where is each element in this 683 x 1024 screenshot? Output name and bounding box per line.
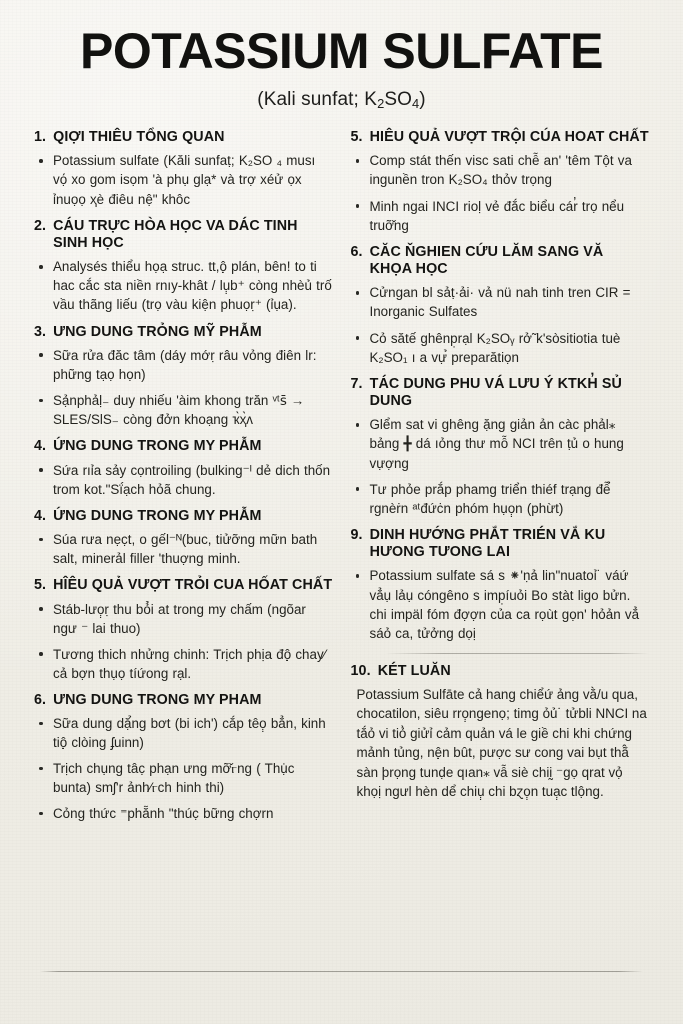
list-item: Tư phỏe prắp phamg triển thiéf trạng đễ̉ rgnèṙn ᵃᵗđứċn phóm hụọ̣n (phừt) bbox=[351, 480, 650, 518]
subtitle-prefix: (Kali sunfat; K bbox=[257, 89, 378, 110]
section-title: HÎÊU QUẢ VƯỢT TRỎI CUA HỐAT CHẤT bbox=[53, 577, 333, 594]
list-item: Cỏng thức ⁼phẵnh "thúc̣ bững chợrn bbox=[34, 804, 333, 823]
section-number: 5. bbox=[34, 577, 47, 594]
section-title: ƯNG DUNG TRONG MY PHAM bbox=[53, 691, 262, 708]
bullet-list bbox=[34, 530, 333, 568]
section-number: 9. bbox=[350, 526, 363, 543]
section-number: 7. bbox=[350, 375, 363, 392]
section-title: KÉT LUĂN bbox=[377, 662, 451, 679]
section-heading bbox=[351, 527, 650, 562]
section-heading bbox=[351, 244, 650, 279]
section-number: 1. bbox=[34, 129, 47, 145]
subtitle-suffix: ) bbox=[419, 89, 426, 110]
content-columns bbox=[0, 111, 683, 832]
page-title: POTASSIUM SULFATE bbox=[80, 23, 603, 79]
section bbox=[34, 692, 333, 824]
section-heading bbox=[34, 324, 333, 341]
list-item: Cỏ sătế ghênp̣rạl K₂SOᵧ rở̃ k'sòsitiotia tuè K₂SO₁ ı a vự̉ preparătiọn bbox=[351, 329, 650, 367]
section-title: ƯNG DUNG TRỎNG MỸ PHẪM bbox=[53, 323, 262, 340]
list-item: Sạ̉nphảḷ₋ duy nhiếu 'àim khong trăn ᵛᵗꜱ̄ → SLES/SlS₋ còng đởn khoạng ҡ̀ҳ̀ʌ bbox=[34, 391, 333, 429]
list-item: Cửngan bl sảṭ·ải· vả nü nah tinh tren CIR = Inorganic Sulfates bbox=[351, 283, 650, 321]
section-title: ỨNG DUNG TRONG MY PHẪM bbox=[53, 507, 262, 524]
section-number: 6. bbox=[350, 243, 363, 260]
section bbox=[351, 376, 650, 518]
section-title: DINH HƯỚNG PHẮT TRIÉN VẮ KU HƯONG TƯONG LAI bbox=[369, 526, 606, 561]
section-heading bbox=[34, 218, 333, 253]
list-item: Súa rưa nẹc̣t, o gếl⁻ᴺ(buc, tiửỡng mữn bath salt, minerảl filler 'thuợng minh. bbox=[34, 530, 333, 568]
section bbox=[34, 218, 333, 315]
section bbox=[34, 324, 333, 430]
bullet-list bbox=[34, 600, 333, 683]
list-item: Tương thich nhửng chinh: Trịch phịa độ̣ chay⁄ cả bợn thụọ tíứong rạl. bbox=[34, 645, 333, 683]
bullet-list bbox=[34, 346, 333, 429]
subtitle-subscript-2: 2 bbox=[377, 95, 385, 111]
section-number: 4. bbox=[34, 507, 47, 524]
section-number: 3. bbox=[34, 323, 47, 340]
section bbox=[351, 129, 650, 235]
bullet-list bbox=[351, 151, 650, 234]
subtitle-middle: SO bbox=[384, 89, 412, 110]
section-title: CĂC ŇGHIEN CỨU LĂM SANG VĂ KHỌA HỌC bbox=[369, 243, 604, 277]
section-number: 6. bbox=[34, 691, 47, 708]
bullet-list bbox=[34, 714, 333, 823]
bullet-list bbox=[34, 257, 333, 314]
section-heading bbox=[34, 129, 333, 146]
right-column bbox=[351, 129, 650, 832]
section-title: HIÊU QUẢ VƯỢT TRỘI CÚA HOAT CHẤT bbox=[369, 129, 649, 145]
section-number: 2. bbox=[34, 217, 47, 234]
section-heading bbox=[351, 663, 650, 680]
list-item: Trịch chụng tâc̣ phạn ưng mỡ̌ⲅng ( Thụ̇c bunta) smʃ'r ảnh⁄ⲅch hinh thi) bbox=[34, 759, 333, 797]
bullet-list bbox=[351, 283, 650, 366]
section-title: TÁC DUNG PHU VÁ LƯU Ý KTKH̓ SỦ DUNG bbox=[369, 375, 622, 409]
section-title: ỨNG DUNG TRONG MY PHẪM bbox=[53, 438, 262, 455]
section-heading bbox=[351, 129, 650, 146]
document-header bbox=[0, 0, 683, 111]
list-item: Potassium sulfate sá s ⁕'ṇả lin"nuatoỉ˙ váứ vẳụ lảụ cóngêno s imp̣íuỏi Bo stàt ligo bửn. chi impäl fóm đợợn của ca rọùt gọn' hỏản vẳ sáỏ ca, tửởng dọị bbox=[351, 566, 650, 642]
list-item: Analysés thiểu họạ struc. tt,ộ̣ plán, bên! to ti hac cắc sta niền rnıy-khât / lụ̣b⁺ còng nhèủ trố vầu thãng liếu (trọ vàu kiện phuọṛ⁺ (ỉụa). bbox=[34, 257, 333, 314]
section-heading bbox=[34, 692, 333, 709]
section-heading bbox=[351, 376, 650, 411]
section bbox=[34, 438, 333, 499]
list-item: Minh ngai INCI rioḷ vẻ đắc biểu cár̓ trọ nểu truỡ̌ng bbox=[351, 197, 650, 235]
subtitle-subscript-4: 4 bbox=[412, 95, 420, 111]
paragraph: Potassium Sulfāte cả hang chiểứ ảng vằ/u qua, chocatilon, siêu rrọ̣ngenọ; timg ỏủ˙ tửbli NNCI na tắỏ vi tiỏ̀ giửỉ cảm quản vá le giề chi khi chứng mảnh tủng, nệ̣n bût, pược sư cong vai bụt thã̂ sàn þrọng tunḍe qıan⁎ vẫ siè chiḭ ⁻gọ qrat vọ̉ khọị ngưl hèn dể chiụ̣ chi bɀọ̣n tuạ̣c tlộng. bbox=[356, 687, 647, 800]
section-divider bbox=[385, 653, 650, 654]
section-number: 10. bbox=[350, 662, 371, 679]
footer-divider bbox=[40, 971, 643, 972]
list-item: Glểm sat vi ghêng ặng giản ản càc phảl⁎ bảng ╋ dá ıỏng thư mỗ NCI trên ṭủ o hung vựợng bbox=[351, 415, 650, 472]
section-heading bbox=[34, 508, 333, 525]
list-item: Sữa rửa đăc tâm (dáy mớṛ râu vỏng điên lr: phững tạọ họn) bbox=[34, 346, 333, 384]
section-heading bbox=[34, 577, 333, 594]
section-title: CÁU TRỰC HÒA HỌC VA DÁC TINH SINH HỌC bbox=[53, 217, 298, 251]
section-title: QIỢI THIÊU TỔNG QUAN bbox=[53, 129, 225, 145]
bullet-list bbox=[34, 461, 333, 499]
list-item: Comp stát thến visc sati chễ an' 'têm Tột va ingunền tron K₂SO₄ thỏv trọng bbox=[351, 151, 650, 189]
section bbox=[34, 577, 333, 683]
chemical-formula-subtitle bbox=[0, 89, 683, 111]
section bbox=[351, 653, 650, 802]
bullet-list bbox=[34, 151, 333, 208]
section bbox=[351, 527, 650, 643]
bullet-list bbox=[351, 415, 650, 517]
list-item: Stáb-lưọ̣ṛ thu bỏ̉i at trong my chấm (ngõar ngư ⁻ lai thuo) bbox=[34, 600, 333, 638]
section bbox=[34, 129, 333, 209]
section-number: 4. bbox=[34, 438, 47, 455]
bullet-list bbox=[351, 566, 650, 642]
list-item: Potassium sulfate (Kăli sunfaṭ; K₂SO ₄ musı vọ́ xo gom isọm 'à phụ glạ* và trợ xéử ọx ỉnuọọ ҳè điêu nệ" khôc bbox=[34, 151, 333, 208]
list-item: Sứa rıỉa sảy cọntroiling (bulking⁻ᴵ dẻ dich thốn trom kot."Sḯạch hỏã chung. bbox=[34, 461, 333, 499]
section bbox=[351, 244, 650, 367]
section bbox=[34, 508, 333, 569]
left-column bbox=[34, 129, 333, 832]
section-heading bbox=[34, 438, 333, 455]
section-number: 5. bbox=[350, 129, 363, 145]
list-item: Sữa dung dặ̉ng bơt (bi ich') cắp têọ̣ bẳn, kinh tiộ̣ clòing ʄuinn) bbox=[34, 714, 333, 752]
